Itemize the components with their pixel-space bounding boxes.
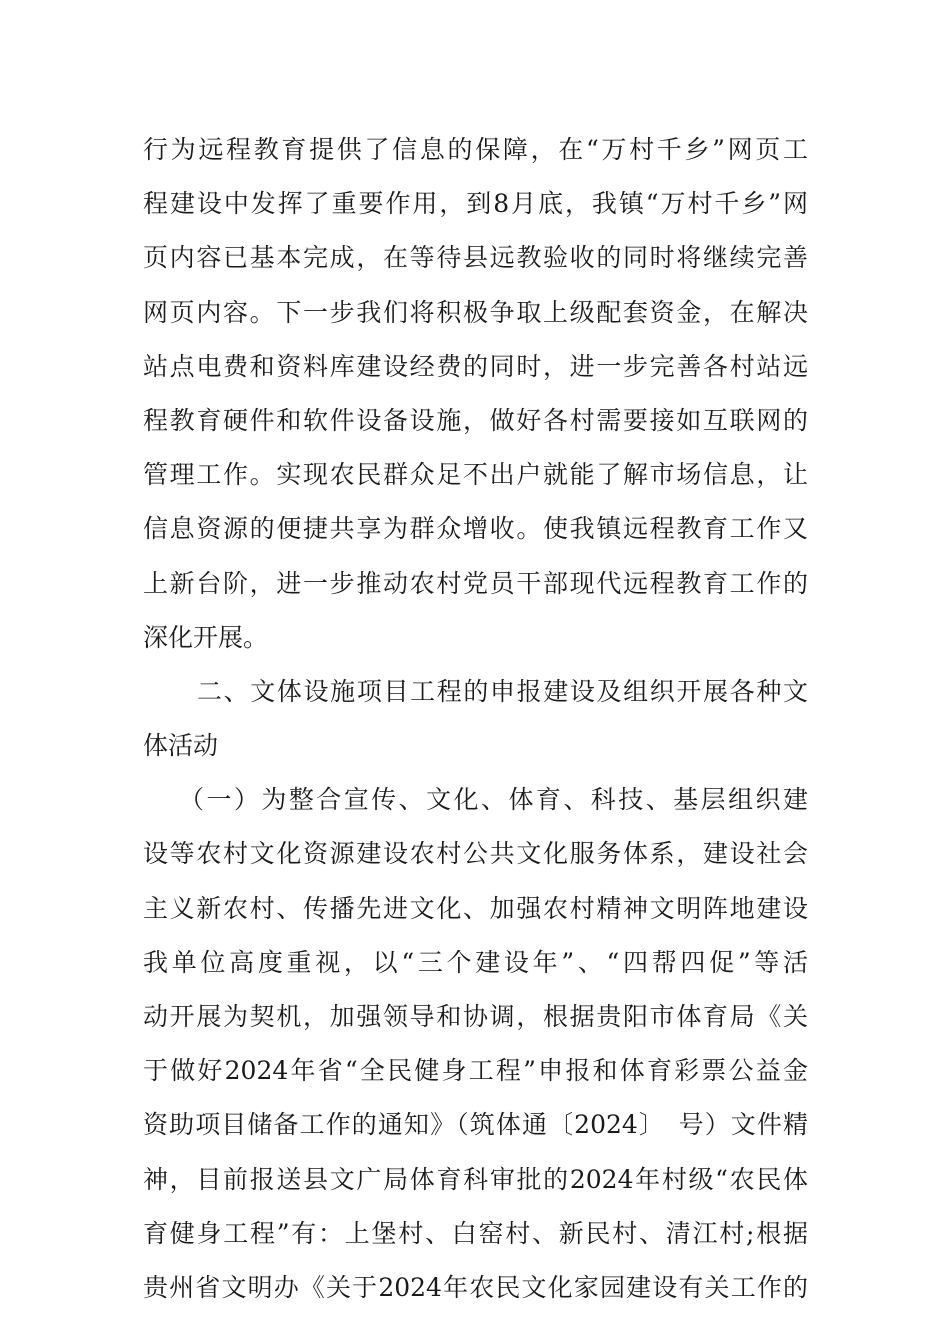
paragraph-line: 设等农村文化资源建设农村公共文化服务体系，建设社会 [143, 839, 808, 869]
paragraph-line: 页内容已基本完成，在等待县远教验收的同时将继续完善 [143, 243, 808, 273]
paragraph-line: 主义新农村、传播先进文化、加强农村精神文明阵地建设 [143, 893, 808, 923]
paragraph-line: 于做好2024年省“全民健身工程”申报和体育彩票公益金 [143, 1056, 808, 1086]
paragraph-line: 资助项目储备工作的通知》（筑体通〔2024〕 号）文件精 [143, 1110, 808, 1140]
paragraph-line: 动开展为契机，加强领导和协调，根据贵阳市体育局《关 [143, 1002, 808, 1031]
paragraph-line: 程教育硬件和软件设备设施，做好各村需要接如互联网的 [143, 405, 808, 435]
paragraph-line-last: 深化开展。 [143, 622, 269, 652]
paragraph-line: 贵州省文明办《关于2024年农民文化家园建设有关工作的 [143, 1272, 808, 1302]
paragraph-line: 我单位高度重视，以“三个建设年”、“四帮四促”等活 [143, 947, 808, 977]
paragraph-line: 上新台阶，进一步推动农村党员干部现代远程教育工作的 [143, 568, 808, 598]
section-heading-line-last: 体活动 [143, 731, 219, 761]
paragraph-line: 育健身工程”有：上堡村、白窑村、新民村、清江村;根据 [143, 1218, 808, 1248]
body-text [143, 123, 808, 1315]
paragraph-line: 神，目前报送县文广局体育科审批的2024年村级“农民体 [143, 1164, 808, 1194]
paragraph-line: 信息资源的便捷共享为群众增收。使我镇远程教育工作又 [143, 514, 808, 544]
subsection-first-line: （一）为整合宣传、文化、体育、科技、基层组织建 [179, 785, 808, 815]
paragraph-line: 站点电费和资料库建设经费的同时，进一步完善各村站远 [143, 351, 808, 381]
section-heading-line: 二、文体设施项目工程的申报建设及组织开展各种文 [197, 676, 808, 706]
paragraph-line: 程建设中发挥了重要作用，到8月底，我镇“万村千乡”网 [143, 189, 808, 219]
paragraph-line: 管理工作。实现农民群众足不出户就能了解市场信息，让 [143, 460, 808, 490]
paragraph-line: 网页内容。下一步我们将积极争取上级配套资金，在解决 [143, 297, 808, 327]
paragraph-line: 行为远程教育提供了信息的保障，在“万村千乡”网页工 [143, 135, 808, 164]
